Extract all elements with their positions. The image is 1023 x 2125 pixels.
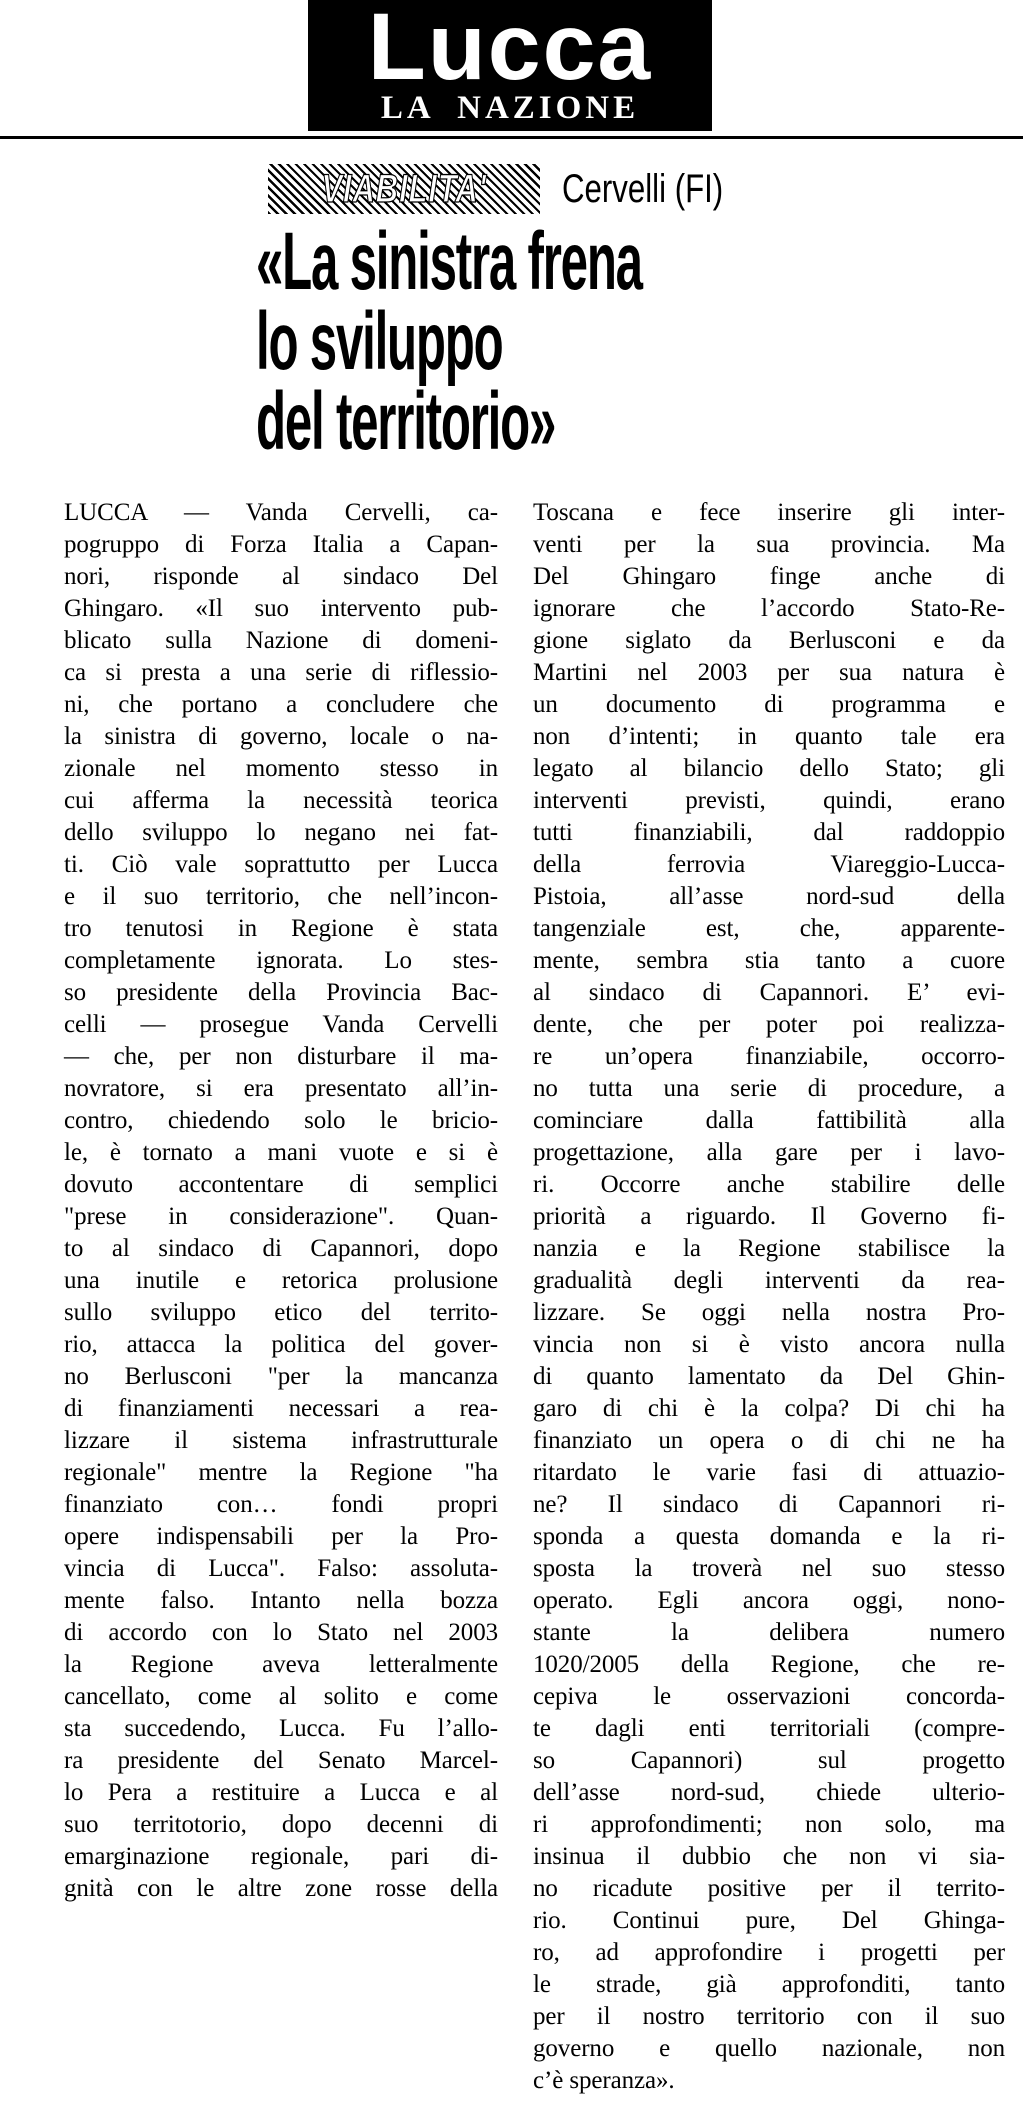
article-line: ri. Occorre anche stabilire delle — [533, 1171, 1005, 1198]
article-line: e il suo territorio, che nell’incon- — [64, 883, 498, 910]
article-line: ignorare che l’accordo Stato-Re- — [533, 595, 1005, 622]
article-line: zionale nel momento stesso in — [64, 755, 498, 782]
article-line: "prese in considerazione". Quan- — [64, 1203, 498, 1230]
article-line: regionale" mentre la Regione "ha — [64, 1459, 498, 1486]
article-line: emarginazione regionale, pari di- — [64, 1843, 498, 1870]
article-line: di finanziamenti necessari a rea- — [64, 1395, 498, 1422]
article-line: celli — prosegue Vanda Cervelli — [64, 1011, 498, 1038]
article-line: ti. Ciò vale soprattutto per Lucca — [64, 851, 498, 878]
article-line: Pistoia, all’asse nord-sud della — [533, 883, 1005, 910]
article-line: ne? Il sindaco di Capannori ri- — [533, 1491, 1005, 1518]
article-line: re un’opera finanziabile, occorro- — [533, 1043, 1005, 1070]
category-tag — [268, 164, 540, 214]
article-line: progettazione, alla gare per i lavo- — [533, 1139, 1005, 1166]
article-line: ca si presta a una serie di riflessio- — [64, 659, 498, 686]
article-line: so presidente della Provincia Bac- — [64, 979, 498, 1006]
article-line: insinua il dubbio che non vi sia- — [533, 1843, 1005, 1870]
article-line: Martini nel 2003 per sua natura è — [533, 659, 1005, 686]
headline-line: lo sviluppo — [256, 296, 503, 387]
article-line: la sinistra di governo, locale o na- — [64, 723, 498, 750]
article-column-right — [533, 497, 1005, 2097]
article-line: mente, sembra stia tanto a cuore — [533, 947, 1005, 974]
article-line: Ghingaro. «Il suo intervento pub- — [64, 595, 498, 622]
article-line: sponda a questa domanda e la ri- — [533, 1523, 1005, 1550]
article-line: sposta la troverà nel suo stesso — [533, 1555, 1005, 1582]
article-line: tutti finanziabili, dal raddoppio — [533, 819, 1005, 846]
article-line: finanziato con… fondi propri — [64, 1491, 498, 1518]
article-line: una inutile e retorica prolusione — [64, 1267, 498, 1294]
article-line: governo e quello nazionale, non — [533, 2035, 1005, 2062]
article-line: no tutta una serie di procedure, a — [533, 1075, 1005, 1102]
article-line: no ricadute positive per il territo- — [533, 1875, 1005, 1902]
article-line: mente falso. Intanto nella bozza — [64, 1587, 498, 1614]
article-line: dello sviluppo lo negano nei fat- — [64, 819, 498, 846]
article-line: gnità con le altre zone rosse della — [64, 1875, 498, 1902]
article-line: LUCCA — Vanda Cervelli, ca- — [64, 499, 498, 526]
article-line: gione siglato da Berlusconi e da — [533, 627, 1005, 654]
article-line: stante la delibera numero — [533, 1619, 1005, 1646]
article-line: al sindaco di Capannori. E’ evi- — [533, 979, 1005, 1006]
article-line: ni, che portano a concludere che — [64, 691, 498, 718]
headline-line: «La sinistra frena — [256, 216, 642, 307]
article-line: tangenziale est, che, apparente- — [533, 915, 1005, 942]
article-line: Del Ghingaro finge anche di — [533, 563, 1005, 590]
article-line: venti per la sua provincia. Ma — [533, 531, 1005, 558]
article-line: operato. Egli ancora oggi, nono- — [533, 1587, 1005, 1614]
article-line: to al sindaco di Capannori, dopo — [64, 1235, 498, 1262]
article-line: cominciare dalla fattibilità alla — [533, 1107, 1005, 1134]
article-line: sta succedendo, Lucca. Fu l’allo- — [64, 1715, 498, 1742]
article-line: legato al bilancio dello Stato; gli — [533, 755, 1005, 782]
article-line: c’è speranza». — [533, 2067, 675, 2094]
article-line: te dagli enti territoriali (compre- — [533, 1715, 1005, 1742]
category-tag-label: VIABILITA' — [321, 166, 487, 211]
headline — [256, 216, 899, 467]
article-line: sullo sviluppo etico del territo- — [64, 1299, 498, 1326]
article-line: ra presidente del Senato Marcel- — [64, 1747, 498, 1774]
article-line: rio. Continui pure, Del Ghinga- — [533, 1907, 1005, 1934]
article-line: no Berlusconi "per la mancanza — [64, 1363, 498, 1390]
article-line: novratore, si era presentato all’in- — [64, 1075, 498, 1102]
article-line: vincia di Lucca". Falso: assoluta- — [64, 1555, 498, 1582]
article-line: gradualità degli interventi da rea- — [533, 1267, 1005, 1294]
kicker-row — [268, 163, 769, 215]
article-line: ro, ad approfondire i progetti per — [533, 1939, 1005, 1966]
article-line: dente, che per poter poi realizza- — [533, 1011, 1005, 1038]
masthead-city-title: Lucca — [367, 0, 653, 100]
article-column-left — [64, 497, 498, 1905]
article-line: la Regione aveva letteralmente — [64, 1651, 498, 1678]
article-line: pogruppo di Forza Italia a Capan- — [64, 531, 498, 558]
article-line: dovuto accontentare di semplici — [64, 1171, 498, 1198]
article-line: contro, chiedendo solo le bricio- — [64, 1107, 498, 1134]
article-line: non d’intenti; in quanto tale era — [533, 723, 1005, 750]
article-line: cepiva le osservazioni concorda- — [533, 1683, 1005, 1710]
article-line: per il nostro territorio con il suo — [533, 2003, 1005, 2030]
article-line: di accordo con lo Stato nel 2003 — [64, 1619, 498, 1646]
article-line: nori, risponde al sindaco Del — [64, 563, 498, 590]
headline-line: del territorio» — [256, 376, 556, 467]
article-line: dell’asse nord-sud, chiede ulterio- — [533, 1779, 1005, 1806]
article-line: tro tenutosi in Regione è stata — [64, 915, 498, 942]
article-line: Toscana e fece inserire gli inter- — [533, 499, 1005, 526]
article-line: garo di chi è la colpa? Di chi ha — [533, 1395, 1005, 1422]
masthead-newspaper-name: LA NAZIONE — [380, 90, 640, 126]
kicker-author: Cervelli (FI) — [562, 166, 724, 211]
article-line: lo Pera a restituire a Lucca e al — [64, 1779, 498, 1806]
article-line: opere indispensabili per la Pro- — [64, 1523, 498, 1550]
article-line: un documento di programma e — [533, 691, 1005, 718]
article-line: vincia non si è visto ancora nulla — [533, 1331, 1005, 1358]
article-line: completamente ignorata. Lo stes- — [64, 947, 498, 974]
article-line: — che, per non disturbare il ma- — [64, 1043, 498, 1070]
article-line: suo territotorio, dopo decenni di — [64, 1811, 498, 1838]
article-line: ritardato le varie fasi di attuazio- — [533, 1459, 1005, 1486]
article-line: le strade, già approfonditi, tanto — [533, 1971, 1005, 1998]
article-line: le, è tornato a mani vuote e si è — [64, 1139, 498, 1166]
article-line: blicato sulla Nazione di domeni- — [64, 627, 498, 654]
article-line: cancellato, come al solito e come — [64, 1683, 498, 1710]
article-line: rio, attacca la politica del gover- — [64, 1331, 498, 1358]
article-line: nanzia e la Regione stabilisce la — [533, 1235, 1005, 1262]
article-line: priorità a riguardo. Il Governo fi- — [533, 1203, 1005, 1230]
masthead — [308, 0, 712, 131]
article-line: cui afferma la necessità teorica — [64, 787, 498, 814]
article-line: 1020/2005 della Regione, che re- — [533, 1651, 1005, 1678]
article-line: della ferrovia Viareggio-Lucca- — [533, 851, 1005, 878]
divider-rule — [0, 136, 1023, 139]
article-line: lizzare il sistema infrastrutturale — [64, 1427, 498, 1454]
article-line: so Capannori) sul progetto — [533, 1747, 1005, 1774]
article-line: ri approfondimenti; non solo, ma — [533, 1811, 1005, 1838]
article-line: finanziato un opera o di chi ne ha — [533, 1427, 1005, 1454]
article-line: lizzare. Se oggi nella nostra Pro- — [533, 1299, 1005, 1326]
article-line: interventi previsti, quindi, erano — [533, 787, 1005, 814]
article-line: di quanto lamentato da Del Ghin- — [533, 1363, 1005, 1390]
